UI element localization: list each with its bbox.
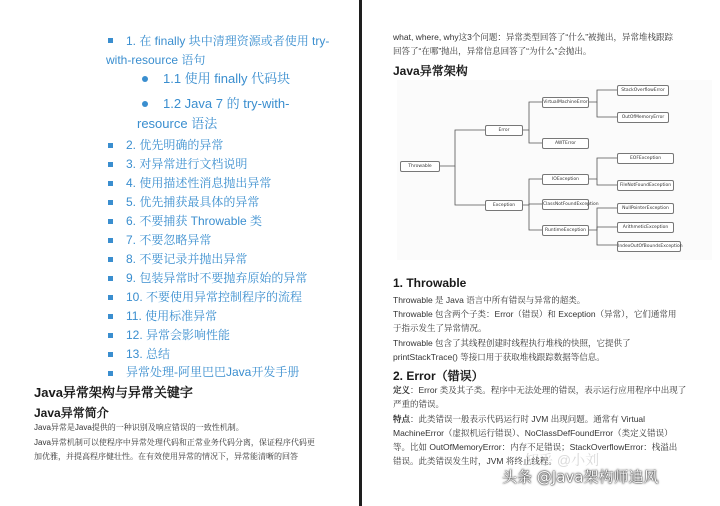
- node-indexoutofboundsexception: IndexOutOfBoundsException: [617, 241, 681, 252]
- paragraph: 于指示发生了异常情况。: [393, 323, 487, 333]
- feature-label: 特点: [393, 414, 411, 424]
- toc-item[interactable]: with-resource 语句: [106, 53, 206, 67]
- toc-bullet: [108, 276, 113, 281]
- node-throwable: Throwable: [400, 161, 440, 172]
- paragraph: printStackTrace() 等接口用于获取堆栈跟踪数据等信息。: [393, 352, 605, 362]
- paragraph: [393, 412, 645, 426]
- paragraph: 严重的错误。: [393, 399, 445, 409]
- paragraph: 错误。此类错误发生时，JVM 将终止线程。: [393, 456, 557, 466]
- toc-item[interactable]: 10. 不要使用异常控制程序的流程: [126, 290, 303, 304]
- definition-label: 定义: [393, 385, 411, 395]
- toc-bullet: [108, 219, 113, 224]
- toc-item[interactable]: 5. 优先捕获最具体的异常: [126, 195, 260, 209]
- toc-bullet: [142, 76, 148, 82]
- paragraph: 回答了“在哪”抛出，异常信息回答了“为什么”会抛出。: [393, 46, 592, 56]
- toc-bullet: [108, 181, 113, 186]
- node-ioexception: IOException: [542, 174, 589, 185]
- paragraph: Throwable 包含两个子类：Error（错误）和 Exception（异常），它们通常用: [393, 309, 677, 319]
- toc-item[interactable]: 6. 不要捕获 Throwable 类: [126, 214, 263, 228]
- toc-item[interactable]: 异常处理-阿里巴巴Java开发手册: [126, 365, 300, 379]
- toc-item[interactable]: 13. 总结: [126, 347, 171, 361]
- toc-bullet: [108, 295, 113, 300]
- arch-title: Java异常架构: [393, 64, 468, 78]
- paragraph: what, where, why这3个问题：异常类型回答了“什么”被抛出，异常堆栈跟踪: [393, 32, 674, 42]
- toc-item[interactable]: 8. 不要记录并抛出异常: [126, 252, 248, 266]
- toc-item[interactable]: 7. 不要忽略异常: [126, 233, 212, 247]
- toc-bullet: [108, 314, 113, 319]
- left-page: [0, 0, 359, 506]
- node-error: Error: [485, 125, 523, 136]
- toc-bullet: [108, 143, 113, 148]
- heading-error: 2. Error（错误）: [393, 369, 484, 383]
- toc-bullet: [108, 333, 113, 338]
- node-nullpointerexception: NullPointerException: [617, 203, 674, 214]
- toc-item[interactable]: 2. 优先明确的异常: [126, 138, 224, 152]
- node-outofmemoryerror: OutOfMemoryError: [617, 112, 669, 123]
- toc-item[interactable]: 3. 对异常进行文档说明: [126, 157, 248, 171]
- toc-item[interactable]: 1.2 Java 7 的 try-with-: [163, 96, 290, 111]
- toc-item[interactable]: 12. 异常会影响性能: [126, 328, 231, 342]
- faint-watermark: 知乎 @小刘: [525, 452, 600, 468]
- node-awterror: AWTError: [542, 138, 589, 149]
- node-filenotfoundexception: FileNotFoundException: [617, 180, 674, 191]
- toc-item[interactable]: 1. 在 finally 块中清理资源或者使用 try-: [126, 34, 330, 48]
- heading-throwable: 1. Throwable: [393, 276, 467, 290]
- paragraph: Java异常是Java提供的一种识别及响应错误的一致性机制。: [34, 423, 244, 432]
- node-arithmeticexception: ArithmeticException: [617, 222, 674, 233]
- toc-bullet: [142, 101, 148, 107]
- node-classnotfoundexception: ClassNotFoundException: [542, 199, 589, 210]
- toc-bullet: [108, 257, 113, 262]
- toc-bullet: [108, 162, 113, 167]
- definition-text: ：Error 类及其子类。程序中无法处理的错误，表示运行应用程序中出现了: [410, 385, 687, 395]
- paragraph: MachineError（虚拟机运行错误）、NoClassDefFoundError（类定义错误）: [393, 428, 673, 438]
- toc-bullet: [108, 371, 113, 376]
- toc-bullet: [108, 352, 113, 357]
- node-eofexception: EOFException: [617, 153, 674, 164]
- section-title: Java异常架构与异常关键字: [34, 385, 193, 400]
- toc-item[interactable]: 9. 包装异常时不要抛弃原始的异常: [126, 271, 308, 285]
- toc-item[interactable]: 4. 使用描述性消息抛出异常: [126, 176, 272, 190]
- toc-bullet: [108, 238, 113, 243]
- paragraph: Throwable 包含了其线程创建时线程执行堆栈的快照，它提供了: [393, 338, 631, 348]
- toc-bullet: [108, 38, 113, 43]
- paragraph: Throwable 是 Java 语言中所有错误与异常的超类。: [393, 295, 586, 305]
- node-runtimeexception: RuntimeException: [542, 225, 589, 236]
- toc-item[interactable]: 1.1 使用 finally 代码块: [163, 71, 291, 86]
- node-stackoverflowerror: StackOverflowError: [617, 85, 669, 96]
- watermark: 头条 @Java架构师追风: [502, 468, 659, 486]
- node-exception: Exception: [485, 200, 523, 211]
- subsection-title: Java异常简介: [34, 406, 109, 420]
- paragraph: 等。比如 OutOfMemoryError：内存不足错误；StackOverflowError：栈溢出: [393, 442, 678, 452]
- toc-item[interactable]: resource 语法: [137, 116, 218, 131]
- node-virtualmachineerror: VirtualMachineError: [542, 97, 589, 108]
- toc-bullet: [108, 200, 113, 205]
- toc-item[interactable]: 11. 使用标准异常: [126, 309, 218, 323]
- exception-hierarchy-diagram: [397, 80, 712, 260]
- feature-text: ：此类错误一般表示代码运行时 JVM 出现问题。通常有 Virtual: [410, 414, 646, 424]
- paragraph: Java异常机制可以使程序中异常处理代码和正常业务代码分离，保证程序代码更: [34, 438, 315, 447]
- paragraph: 加优雅，并提高程序健壮性。在有效使用异常的情况下，异常能清晰的回答: [34, 452, 298, 461]
- paragraph: [393, 383, 686, 397]
